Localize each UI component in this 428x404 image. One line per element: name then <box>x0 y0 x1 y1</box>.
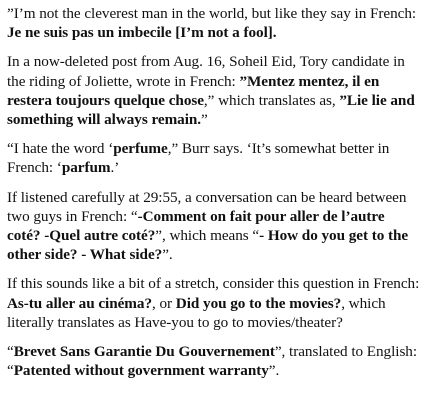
bold-text-run: ”Mentez mentez, il en restera toujours quelque chose <box>7 72 380 109</box>
bold-text-run: Did you go to the movies? <box>175 294 342 312</box>
text-run: In a now-deleted post from Aug. 16, Soheil Eid, Tory candidate in the riding of Joliette, wrote in French: <box>7 53 405 90</box>
text-run: ” <box>201 111 208 129</box>
text-run: , or <box>152 294 176 312</box>
bold-text-run: Brevet Sans Garantie Du Gouvernement <box>13 343 275 361</box>
bold-text-run: ”Lie lie and something will always remain. <box>7 91 415 129</box>
text-run: ,” Burr says. ‘It’s somewhat better in French: ‘ <box>7 140 390 177</box>
text-run: ,” which translates as, <box>203 91 340 109</box>
text-run: ”. <box>268 362 280 380</box>
text-run: ”. <box>162 246 173 264</box>
paragraph-1 <box>7 4 421 42</box>
bold-text-run: Patented without government warranty <box>13 362 269 380</box>
bold-text-run: perfume <box>113 140 168 158</box>
bold-text-run: -Comment on fait pour aller de l’autre coté? -Quel autre coté? <box>7 207 385 245</box>
text-run: ”I’m not the cleverest man in the world, but like they say in French: <box>7 5 417 22</box>
text-run: .’ <box>110 159 120 177</box>
text-run: “I hate the word ‘ <box>7 140 114 158</box>
text-run: If this sounds like a bit of a stretch, consider this question in French: <box>7 275 420 293</box>
paragraph-5 <box>7 274 421 332</box>
bold-text-run: parfum <box>61 159 111 177</box>
bold-text-run: Je ne suis pas un imbecile [I’m not a fool]. <box>7 24 277 42</box>
text-run: , which literally translates as Have-you to go to movies/theater? <box>7 294 386 331</box>
text-run: “ <box>7 343 14 361</box>
bold-text-run: - How do you get to the other side? - What side? <box>7 227 409 264</box>
paragraph-2 <box>7 52 421 129</box>
paragraph-6 <box>7 342 421 380</box>
text-run: If listened carefully at 29:55, a conversation can be heard between two guys in French: “ <box>7 188 407 225</box>
text-run: ”, translated to English: “ <box>7 343 418 380</box>
paragraph-3 <box>7 139 421 177</box>
paragraph-4 <box>7 188 421 265</box>
text-run: ”, which means “ <box>155 227 260 245</box>
bold-text-run: As-tu aller au cinéma? <box>7 294 152 312</box>
